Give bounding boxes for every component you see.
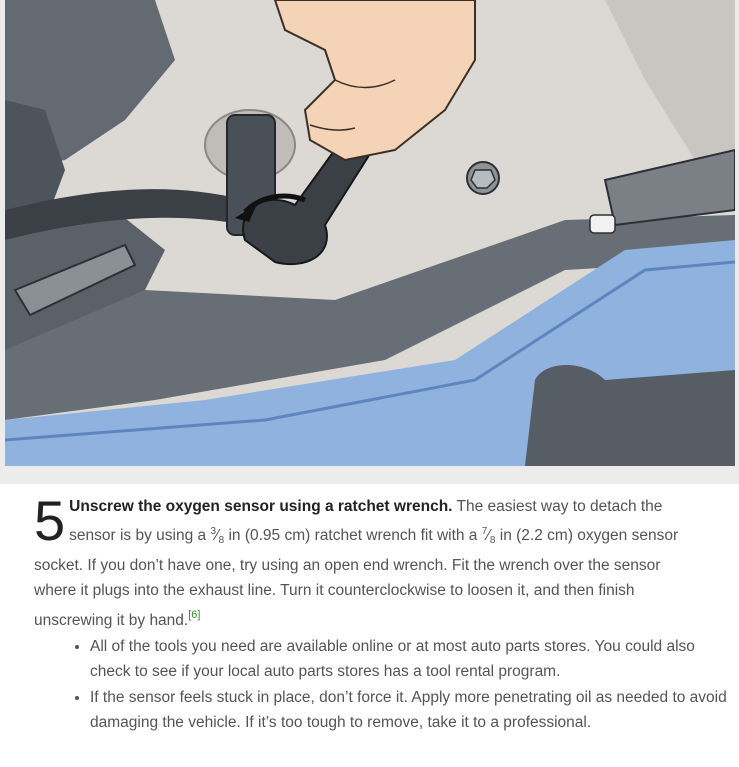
reference-link[interactable]: [6]	[188, 609, 201, 621]
fraction-three-eighths: $^3⁄_8$	[210, 526, 225, 546]
step-text-1: The easiest way to detach the sensor is by using a	[69, 498, 663, 544]
step-number: 5	[34, 489, 66, 552]
tip-item: • All of the tools you need are available online or at most auto parts stores. You could also check to see if your local auto parts stores has a tool rental program.	[90, 634, 730, 684]
step-card	[0, 484, 739, 767]
tip-item: • If the sensor feels stuck in place, don’t force it. Apply more penetrating oil as needed to avoid damaging the vehicle. If it’s too tough to remove, take it to a professional.	[90, 685, 730, 735]
step-text-3: in (2.2 cm) oxygen sensor socket. If you don’t have one, try using an open end wrench. Fit the wrench over the sensor where it plugs into the exhaust line. Turn it counterclockwise to loosen it, and then finish unscrewing it by hand.	[34, 527, 679, 629]
step-illustration	[5, 0, 735, 466]
wrench-oxygen-sensor-illustration	[5, 0, 735, 466]
step-description	[34, 489, 689, 633]
fraction-seven-eighths: $^7⁄_8$	[481, 526, 496, 546]
step-title: Unscrew the oxygen sensor using a ratchet wrench.	[69, 498, 453, 515]
tips-list	[56, 634, 730, 736]
step-text-2: in (0.95 cm) ratchet wrench fit with a	[224, 527, 482, 544]
